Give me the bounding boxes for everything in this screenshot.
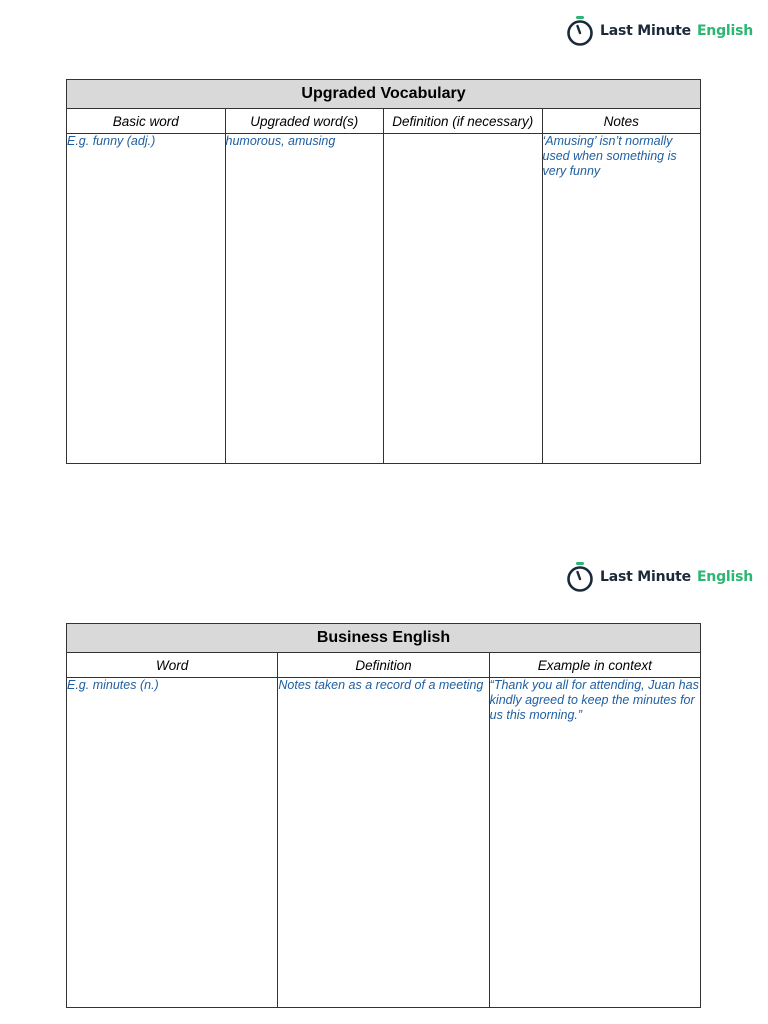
logo-bottom [566,561,753,593]
table-title: Business English [67,624,701,653]
cell-notes[interactable]: ‘Amusing’ isn’t normally used when something is very funny [542,134,701,464]
upgraded-vocabulary-table [66,79,701,464]
cell-definition[interactable]: Notes taken as a record of a meeting [278,678,489,1008]
cell-word[interactable]: E.g. minutes (n.) [67,678,278,1008]
column-header-word: Word [67,653,278,678]
cell-upgraded-words[interactable]: humorous, amusing [225,134,384,464]
cell-definition[interactable] [384,134,543,464]
logo-word-last-minute: Last Minute [600,569,691,585]
business-english-table [66,623,701,1008]
logo-top [566,15,753,47]
logo-word-english: English [696,23,753,39]
column-header-notes: Notes [542,109,701,134]
logo-word-last-minute: Last Minute [600,23,691,39]
column-header-example: Example in context [489,653,700,678]
column-header-upgraded-words: Upgraded word(s) [225,109,384,134]
cell-example[interactable]: “Thank you all for attending, Juan has kindly agreed to keep the minutes for us this morning.” [489,678,700,1008]
column-header-basic-word: Basic word [67,109,226,134]
cell-basic-word[interactable]: E.g. funny (adj.) [67,134,226,464]
stopwatch-icon [566,561,594,593]
column-header-definition: Definition [278,653,489,678]
column-header-definition: Definition (if necessary) [384,109,543,134]
stopwatch-icon [566,15,594,47]
table-row [67,678,701,1008]
table-title: Upgraded Vocabulary [67,80,701,109]
table-row [67,134,701,464]
logo-word-english: English [696,569,753,585]
